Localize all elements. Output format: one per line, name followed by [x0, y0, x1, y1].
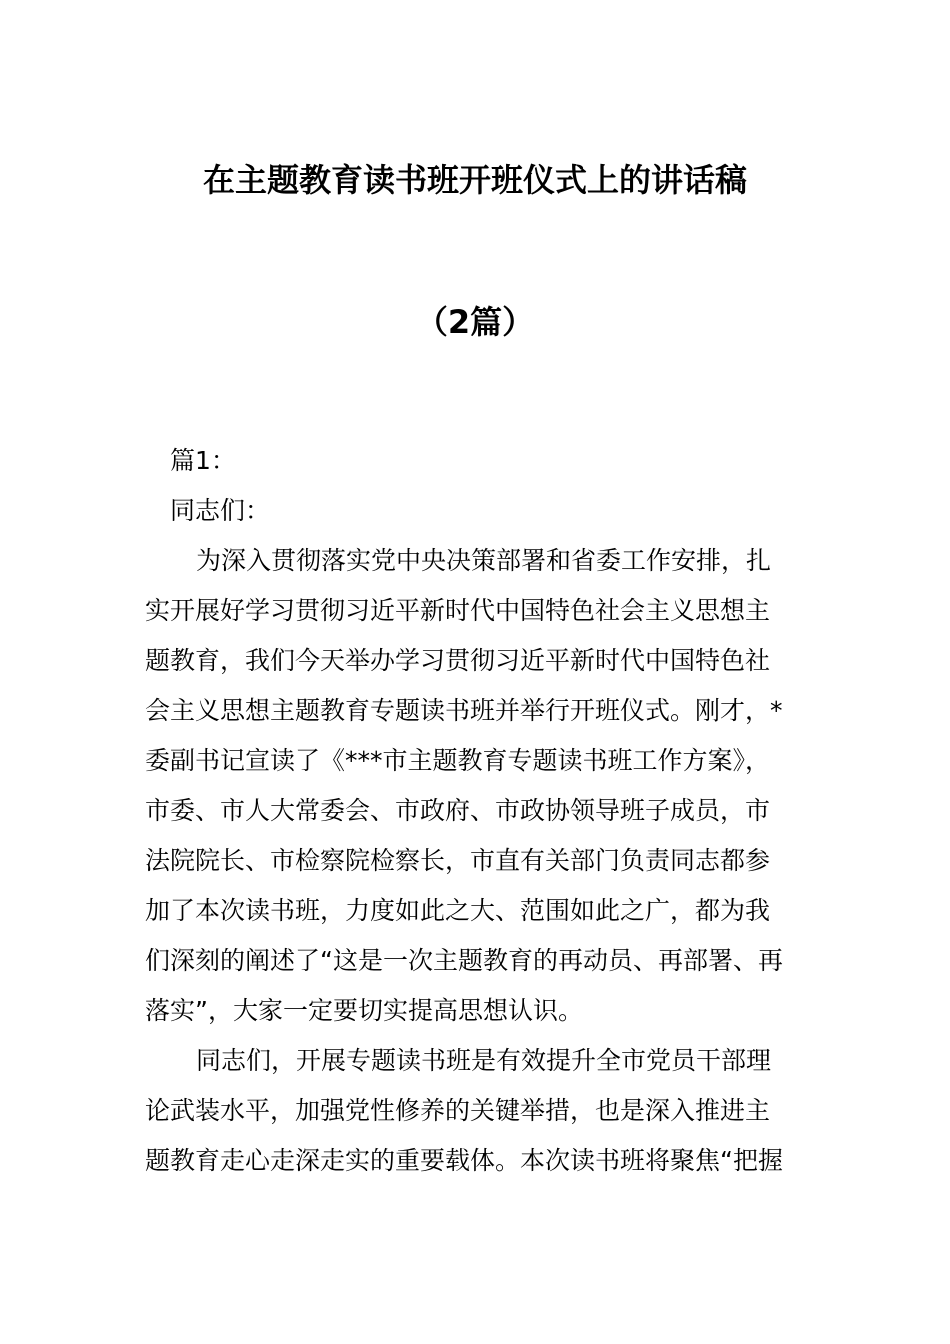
salutation: 同志们： [170, 496, 271, 525]
paragraph-line: 论武装水平，加强党性修养的关键举措，也是深入推进主 [145, 1096, 771, 1125]
paragraph-line: 题教育走心走深走实的重要载体。本次读书班将聚焦“把握 [145, 1146, 783, 1175]
paragraph-line: 会主义思想主题教育专题读书班并举行开班仪式。刚才，* [145, 696, 783, 725]
paragraph-line: 为深入贯彻落实党中央决策部署和省委工作安排，扎 [196, 546, 772, 575]
paragraph-line: 题教育，我们今天举办学习贯彻习近平新时代中国特色社 [145, 646, 771, 675]
paragraph-line: 落实”，大家一定要切实提高思想认识。 [145, 996, 583, 1025]
paragraph-line: 委副书记宣读了《***市主题教育专题读书班工作方案》， [145, 746, 771, 775]
paragraph-2 [145, 1036, 810, 1186]
section-label: 篇1： [170, 446, 236, 475]
paragraph-line: 同志们，开展专题读书班是有效提升全市党员干部理 [196, 1046, 772, 1075]
paragraph-line: 们深刻的阐述了“这是一次主题教育的再动员、再部署、再 [145, 946, 783, 975]
document-subtitle: （2篇） [415, 303, 535, 341]
paragraph-line: 法院院长、市检察院检察长，市直有关部门负责同志都参 [145, 846, 771, 875]
paragraph-line: 市委、市人大常委会、市政府、市政协领导班子成员，市 [145, 796, 771, 825]
paragraph-line: 加了本次读书班，力度如此之大、范围如此之广，都为我 [145, 896, 771, 925]
paragraph-1 [145, 536, 810, 1036]
paragraph-line: 实开展好学习贯彻习近平新时代中国特色社会主义思想主 [145, 596, 771, 625]
document-title: 在主题教育读书班开班仪式上的讲话稿 [202, 161, 747, 199]
